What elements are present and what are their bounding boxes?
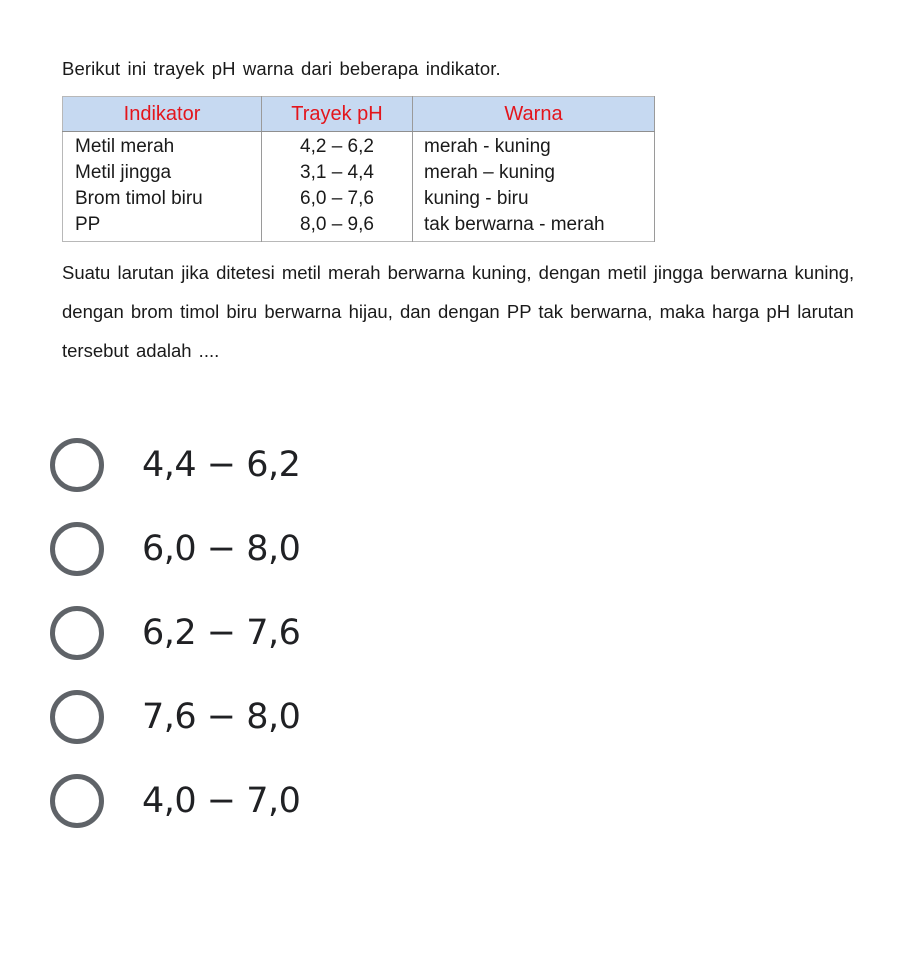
cell-warna: tak berwarna - merah: [413, 212, 655, 242]
radio-button-icon[interactable]: [50, 522, 104, 576]
option-label[interactable]: 6,2 − 7,6: [142, 613, 301, 653]
table-header-row: [63, 97, 655, 132]
option-label[interactable]: 6,0 − 8,0: [142, 529, 301, 569]
answer-options: [50, 409, 300, 857]
cell-trayek: 6,0 – 7,6: [262, 186, 413, 212]
radio-button-icon[interactable]: [50, 438, 104, 492]
header-trayek-ph: Trayek pH: [262, 97, 413, 132]
question-text: Suatu larutan jika ditetesi metil merah berwarna kuning, dengan metil jingga berwarna kuning, dengan brom timol biru berwarna hijau, dan dengan PP tak berwarna, maka harga pH larutan tersebut adalah ....: [62, 262, 855, 361]
radio-button-icon[interactable]: [50, 690, 104, 744]
cell-indikator: Brom timol biru: [63, 186, 262, 212]
cell-trayek: 3,1 – 4,4: [262, 160, 413, 186]
table-row: [63, 212, 655, 242]
option-label[interactable]: 4,0 − 7,0: [142, 781, 301, 821]
table-row: [63, 132, 655, 161]
radio-button-icon[interactable]: [50, 606, 104, 660]
header-warna: Warna: [413, 97, 655, 132]
cell-indikator: PP: [63, 212, 262, 242]
cell-warna: merah - kuning: [413, 132, 655, 161]
option-label[interactable]: 4,4 − 6,2: [142, 445, 301, 485]
cell-indikator: Metil merah: [63, 132, 262, 161]
table-row: [63, 186, 655, 212]
option-label[interactable]: 7,6 − 8,0: [142, 697, 301, 737]
radio-button-icon[interactable]: [50, 774, 104, 828]
cell-trayek: 8,0 – 9,6: [262, 212, 413, 242]
question-intro: Berikut ini trayek pH warna dari beberapa indikator.: [62, 58, 501, 79]
cell-warna: merah – kuning: [413, 160, 655, 186]
cell-trayek: 4,2 – 6,2: [262, 132, 413, 161]
indicator-table: [62, 96, 655, 242]
table-row: [63, 160, 655, 186]
option-e[interactable]: [50, 745, 300, 857]
header-indikator: Indikator: [63, 97, 262, 132]
cell-warna: kuning - biru: [413, 186, 655, 212]
cell-indikator: Metil jingga: [63, 160, 262, 186]
